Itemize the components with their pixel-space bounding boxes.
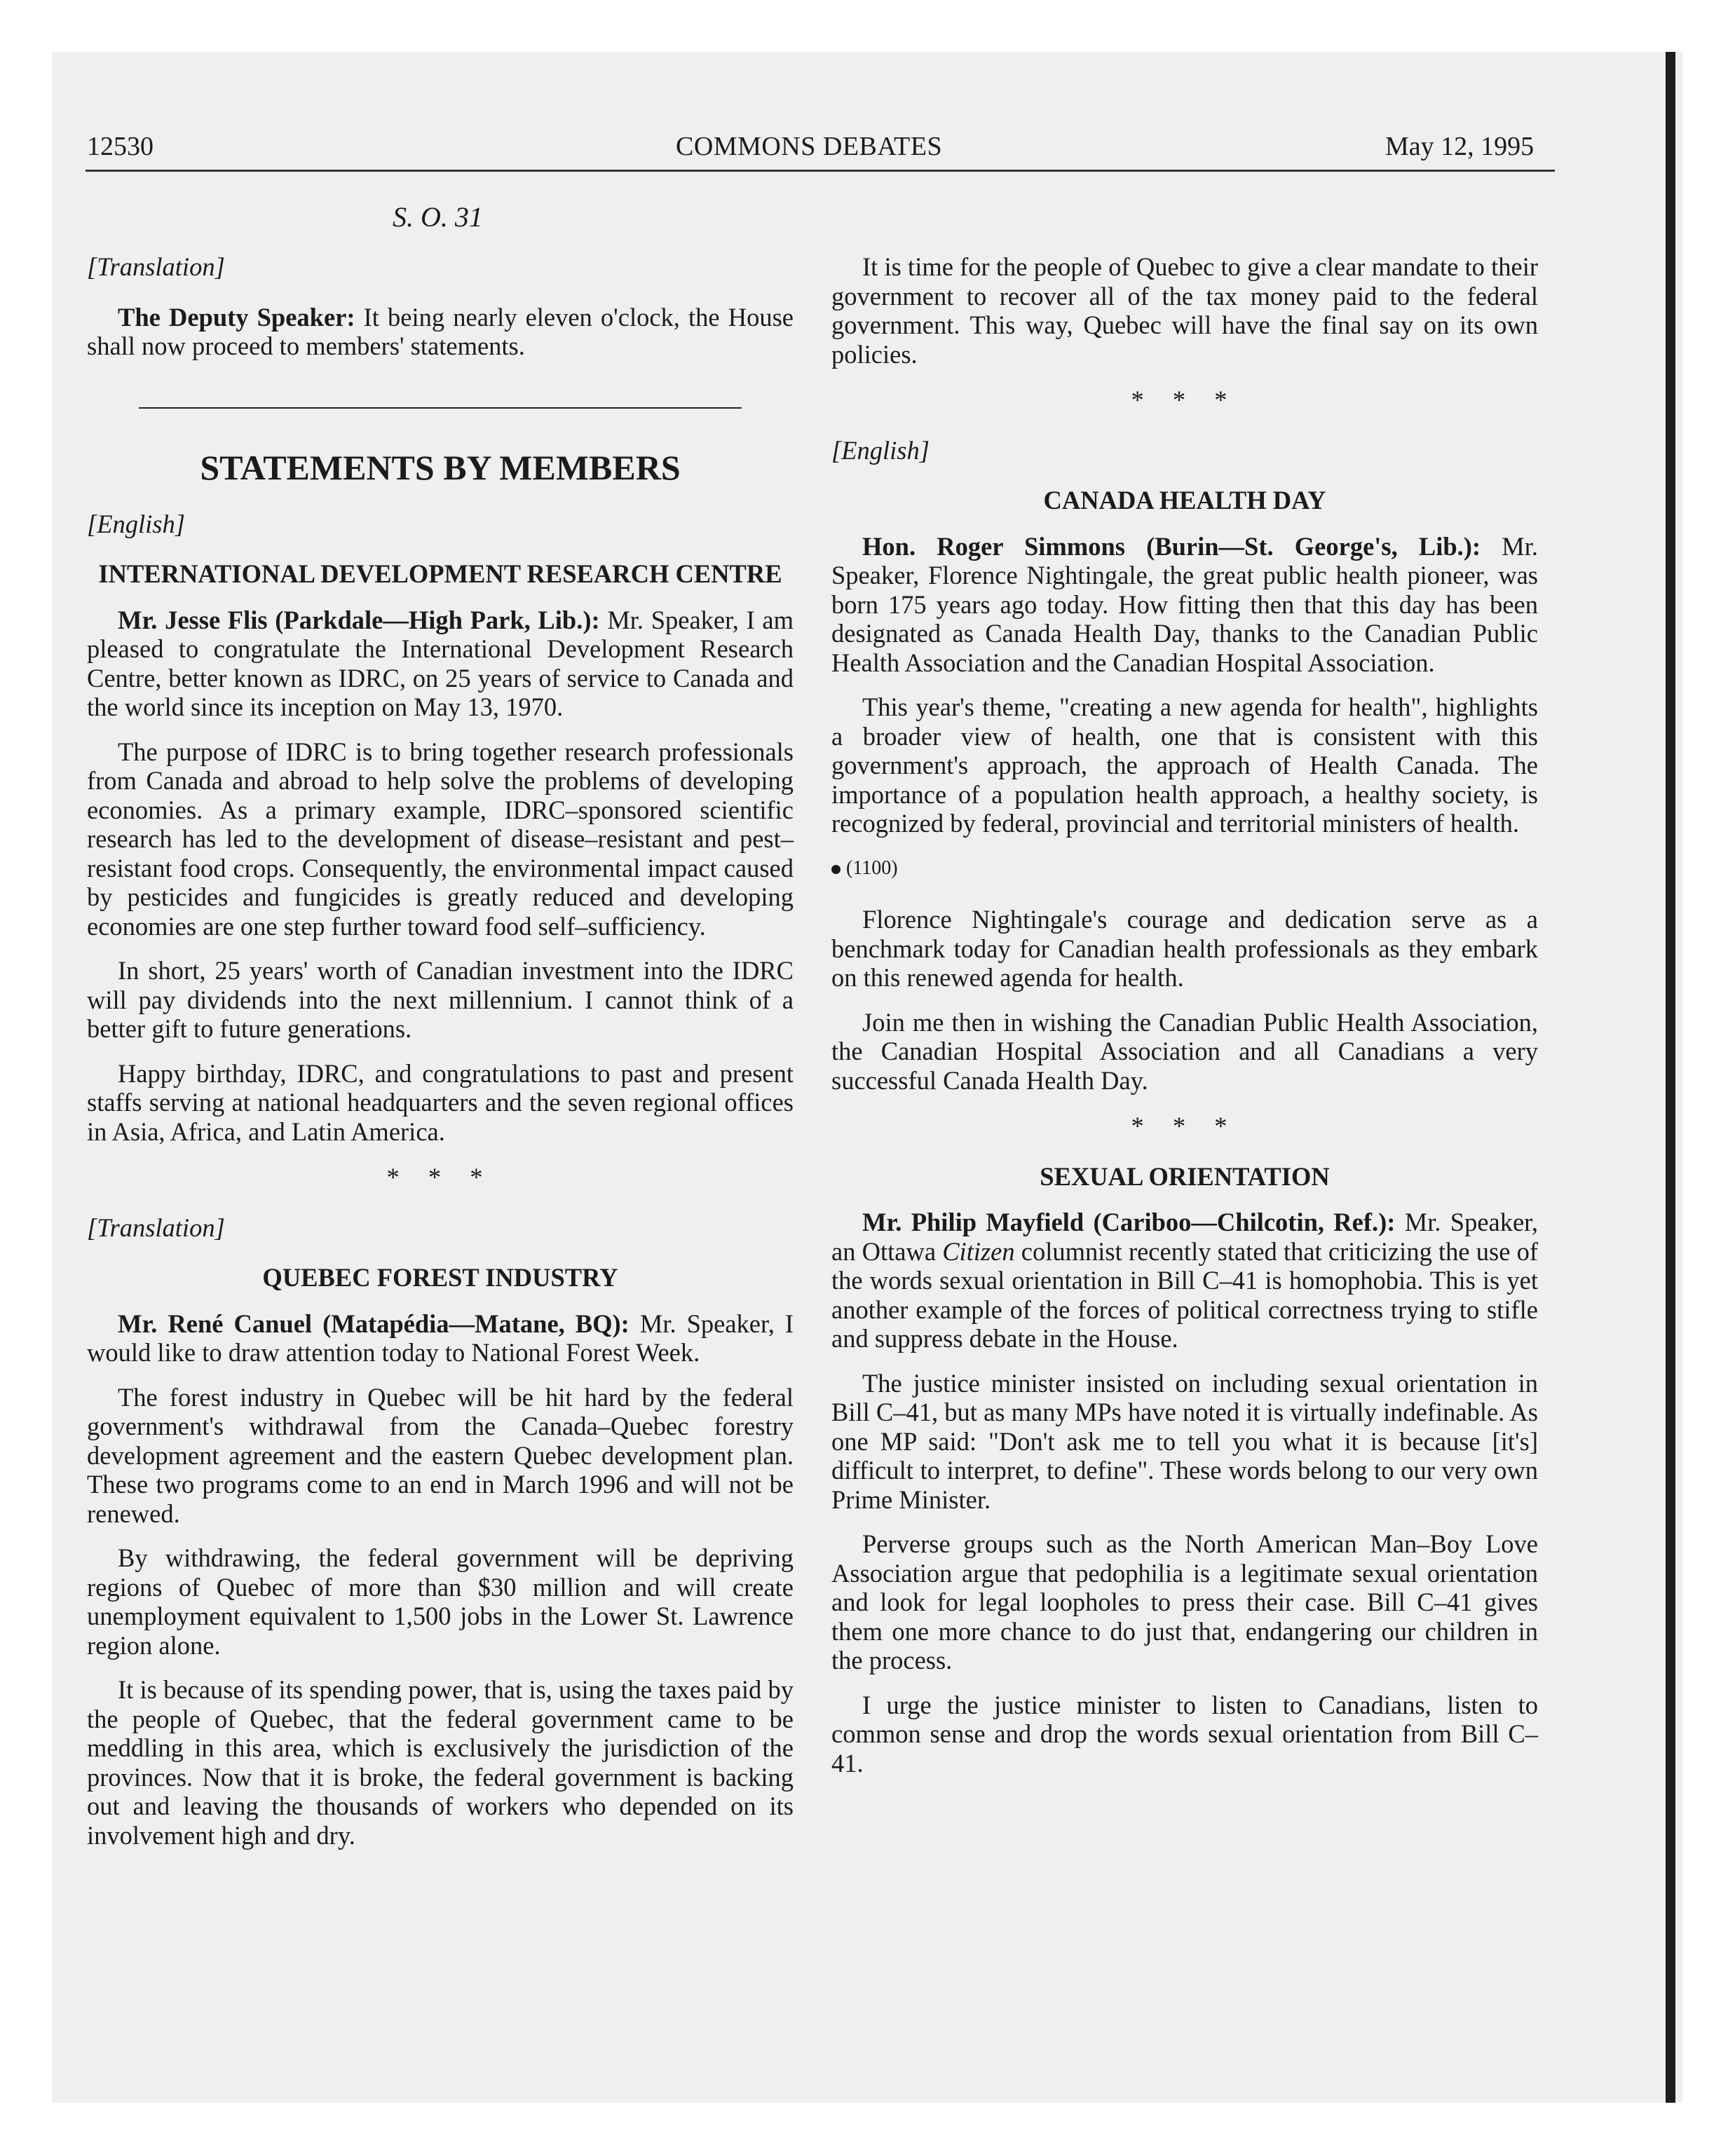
statement-paragraph: Florence Nightingale's courage and dedication serve as a benchmark today for Canadian health professionals as they embark on this renewed agenda for health. (831, 905, 1538, 992)
time-marker-text: (1100) (846, 857, 898, 879)
paragraph-text: Mr. Speaker, I am pleased to congratulate the International Development Research Centre, better known as IDRC, on 25 years of service to Canada and the world since its inception on May 13, 1970. (87, 605, 794, 721)
paragraph-text: columnist recently stated that criticizing the use of the words sexual orientation in Bill C–41 is homophobia. This is yet another example of the forces of political correctness trying to stifle and suppress debate in the House. (831, 1236, 1538, 1353)
statement-paragraph: Happy birthday, IDRC, and congratulations to past and present staffs serving at national headquarters and the seven regional offices in Asia, Africa, and Latin America. (87, 1058, 794, 1146)
statement-paragraph: The forest industry in Quebec will be hit hard by the federal government's withdrawal from the Canada–Quebec forestry development agreement and the eastern Quebec development plan. These two programs come to an end in March 1996 and will not be renewed. (87, 1382, 794, 1528)
english-tag: [English] (831, 435, 930, 465)
section-separator-stars: * * * (1131, 1112, 1239, 1140)
translation-tag: [Translation] (87, 1213, 225, 1242)
speaker-name: Hon. Roger Simmons (Burin—St. George's, Lib.): (862, 531, 1481, 561)
statement-heading-quebec: QUEBEC FOREST INDUSTRY (262, 1263, 618, 1292)
statement-paragraph: It is time for the people of Quebec to give a clear mandate to their government to recover all of the tax money paid to the federal government. This way, Quebec will have the final say on its own policies. (831, 252, 1538, 369)
statement-heading-idrc: INTERNATIONAL DEVELOPMENT RESEARCH CENTRE (98, 559, 782, 588)
left-column (87, 252, 794, 1865)
header-rule (86, 170, 1555, 172)
english-tag: [English] (87, 509, 185, 538)
publication-date: May 12, 1995 (1385, 132, 1535, 161)
statement-heading-orientation: SEXUAL ORIENTATION (1040, 1161, 1330, 1191)
standing-order-reference: S. O. 31 (393, 201, 483, 233)
speaker-name: The Deputy Speaker: (118, 302, 355, 332)
statement-paragraph: The purpose of IDRC is to bring together research professionals from Canada and abroad to help solve the problems of developing economies. As a primary example, IDRC–sponsored scientific research has led to the development of disease–resistant and pest–resistant food crops. Consequently, the environmental impact caused by pesticides and fungicides is greatly reduced and developing economies are one step further toward food self–sufficiency. (87, 737, 794, 941)
statement-paragraph: This year's theme, "creating a new agenda for health", highlights a broader view of health, one that is consistent with this government's approach, the approach of Health Canada. The importance of a population health approach, a healthy society, is recognized by federal, provincial and territorial ministers of health. (831, 692, 1538, 838)
paragraph-text: It being nearly eleven o'clock, the House shall now proceed to members' statements. (87, 302, 794, 360)
page-edge-rule (1666, 52, 1675, 2103)
statement-paragraph: In short, 25 years' worth of Canadian investment into the IDRC will pay dividends into the next millennium. I cannot think of a better gift to future generations. (87, 956, 794, 1043)
statement-paragraph: Perverse groups such as the North American Man–Boy Love Association argue that pedophilia is a legitimate sexual orientation and look for legal loopholes to press their case. Bill C–41 gives them one more chance to do just that, endangering our children in the process. (831, 1529, 1538, 1674)
statement-paragraph: Join me then in wishing the Canadian Public Health Association, the Canadian Hospital Association and all Canadians a very successful Canada Health Day. (831, 1007, 1538, 1095)
paragraph-text: Mr. Speaker, Florence Nightingale, the great public health pioneer, was born 175 years ago today. How fitting then that this day has been designated as Canada Health Day, thanks to the Canadian Public Health Association and the Canadian Hospital Association. (831, 531, 1538, 677)
statement-paragraph (831, 1208, 1538, 1353)
deputy-speaker-paragraph (87, 303, 794, 361)
speaker-name: Mr. Philip Mayfield (Cariboo—Chilcotin, Ref.): (862, 1208, 1396, 1236)
time-marker (831, 854, 1538, 883)
statement-paragraph (87, 606, 794, 722)
statement-paragraph (831, 532, 1538, 678)
newspaper-name: Citizen (942, 1236, 1015, 1266)
statement-paragraph (87, 1309, 794, 1367)
page-number: 12530 (87, 132, 154, 161)
speaker-name: Mr. Jesse Flis (Parkdale—High Park, Lib.): (118, 605, 600, 634)
statement-paragraph: It is because of its spending power, that is, using the taxes paid by the people of Quebec, that the federal government came to be meddling in this area, which is exclusively the jurisdiction of the provinces. Now that it is broke, the federal government is backing out and leaving the thousands of workers who depended on its involvement high and dry. (87, 1675, 794, 1850)
statement-paragraph: By withdrawing, the federal government will be depriving regions of Quebec of more than $30 million and will create unemployment equivalent to 1,500 jobs in the Lower St. Lawrence region alone. (87, 1543, 794, 1660)
statement-paragraph: The justice minister insisted on including sexual orientation in Bill C–41, but as many MPs have noted it is virtually indefinable. As one MP said: "Don't ask me to tell you what it is because [it's] difficult to interpret, to define". These words belong to our very own Prime Minister. (831, 1368, 1538, 1514)
paragraph-text: Mr. Speaker, I would like to draw attention today to National Forest Week. (87, 1309, 794, 1367)
paragraph-text: Mr. Speaker, an Ottawa (831, 1208, 1538, 1266)
right-column (831, 252, 1538, 1793)
section-separator-stars: * * * (1131, 386, 1239, 414)
section-title: STATEMENTS BY MEMBERS (200, 447, 681, 487)
publication-title: COMMONS DEBATES (676, 132, 943, 161)
statement-paragraph: I urge the justice minister to listen to Canadians, listen to common sense and drop the words sexual orientation from Bill C–41. (831, 1690, 1538, 1778)
section-divider (139, 407, 742, 409)
statement-heading-health: CANADA HEALTH DAY (1043, 486, 1326, 514)
translation-tag: [Translation] (87, 252, 225, 281)
section-separator-stars: * * * (386, 1163, 494, 1192)
bullet-icon (831, 865, 841, 874)
speaker-name: Mr. René Canuel (Matapédia—Matane, BQ): (118, 1309, 630, 1338)
